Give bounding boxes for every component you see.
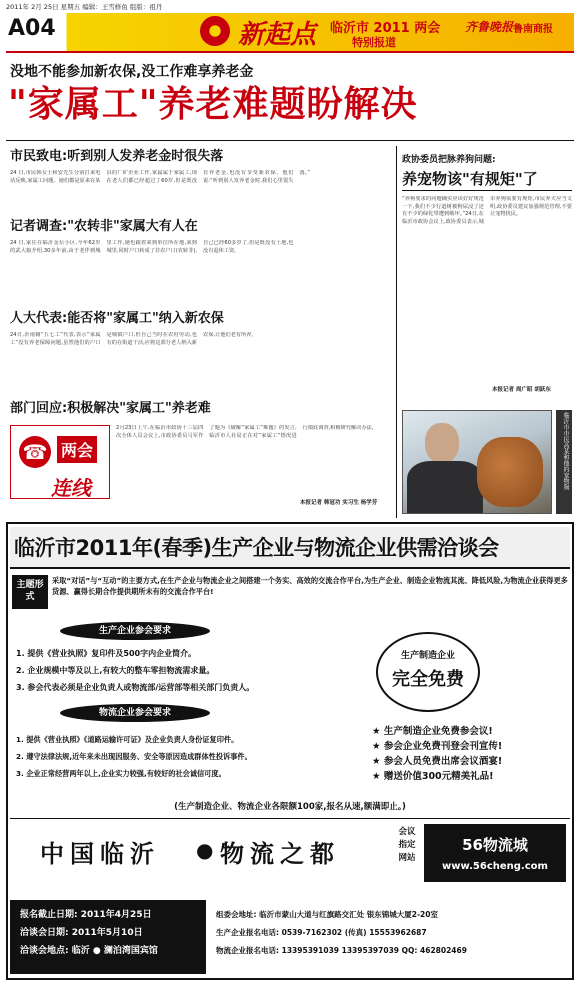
- sidebar-body: “养狗要求的问题确实应该好好规范一下,我们不少行道树被狗尿浸了还有不少的绿化带遭到破坏。”24日,在临沂市政协会议上,政协委员表示,城市养狗需要有规矩,市民养犬应当文明,政协委员建议加强规范管理,不要让宠物扰民。: [402, 196, 572, 225]
- info-row: 洽谈会日期: 2011年5月10日: [20, 928, 143, 938]
- photo-man-with-dog: [402, 410, 552, 514]
- emblem-icon: [200, 16, 230, 46]
- lianghui-badge: 两会: [57, 436, 97, 463]
- log-req-item: 1. 提供《营业执照》《道路运输许可证》及企业负责人身份证复印件。: [16, 735, 239, 744]
- lianxian-badge: 连线: [51, 476, 91, 500]
- star-icon: ★: [372, 771, 384, 782]
- ad-theme-label: 主题形式: [12, 575, 48, 609]
- section-title-2: 记者调查:"农转非"家属大有人在: [10, 219, 198, 234]
- log-req-header: 物流企业参会要求: [60, 704, 210, 722]
- slogan-dot-icon: ●: [196, 838, 214, 862]
- prod-req-header: 生产企业参会要求: [60, 622, 210, 640]
- section-title-4: 部门回应:积极解决"家属工"养老难: [10, 401, 211, 416]
- contact-row: 组委会地址: 临沂市蒙山大道与红旗路交汇处 银东锦城大厦2-20室: [216, 910, 438, 919]
- log-req-item: 3. 企业正常经营两年以上,企业实力较强,有较好的社会诚信可度。: [16, 769, 226, 778]
- sidebar-rule: [402, 190, 572, 191]
- slogan-left: 中国临沂: [40, 839, 160, 868]
- phone-icon: ☎: [19, 436, 51, 468]
- star-icon: ★: [372, 756, 384, 767]
- site-logo-box[interactable]: [424, 824, 566, 882]
- slogan-rule: [10, 818, 570, 819]
- sponsor-name: 齐鲁晚报: [465, 20, 514, 34]
- star-icon: ★: [372, 726, 384, 737]
- free-badge-top: 生产制造企业: [400, 651, 455, 661]
- info-row: 报名截止日期: 2011年4月25日: [20, 910, 152, 920]
- sponsor-subname: 鲁南商报: [513, 24, 553, 35]
- slogan-right: 物流之都: [220, 839, 340, 868]
- banner-subtitle: 特别报道: [352, 36, 396, 49]
- page-number: A04: [8, 16, 56, 41]
- article-byline: 本报记者 韩冠功 实习生 杨学芳: [300, 500, 378, 506]
- log-req-item: 2. 遵守法律法规,近年来未出现因服务、安全等原因造成群体性投诉事件。: [16, 752, 252, 761]
- benefit-item: ★ 生产制造企业免费参会议!: [372, 726, 493, 737]
- photo-caption: 临沂市市民高某和他的宠物狗: [556, 410, 572, 514]
- ad-theme-text: 采取“对话”与“互动”的主要方式,在生产企业与物流企业之间搭建一个务实、高效的交流合作平台,为生产企业、制造企业物流其流、降低风险,为物流企业获得更多货源、赢得长期合作提供期所未有的交流合作平台!: [52, 576, 568, 596]
- article-kicker: 没地不能参加新农保,没工作难享养老金: [10, 64, 254, 80]
- column-divider: [396, 146, 397, 518]
- benefit-item: ★ 赠送价值300元精美礼品!: [372, 771, 494, 782]
- section-title: 新起点: [238, 20, 317, 50]
- man-figure: [425, 423, 459, 463]
- sidebar-headline: 养宠物该"有规矩"了: [402, 170, 538, 188]
- ad-title: 临沂市2011年(春季)生产企业与物流企业供需洽谈会: [14, 536, 499, 560]
- phone-badge: [10, 425, 110, 499]
- benefits-list: [372, 724, 568, 784]
- prod-req-item: 2. 企业规模中等及以上,有较大的整车零担物流需求量。: [16, 666, 215, 675]
- section-title-1: 市民致电:听到别人发养老金时很失落: [10, 149, 224, 164]
- prod-req-item: 1. 提供《营业执照》复印件及500字内企业简介。: [16, 649, 197, 658]
- contact-row: 物流企业报名电话: 13395391039 13395397039 QQ: 462802469: [216, 946, 467, 955]
- site-url[interactable]: www.56cheng.com: [442, 861, 548, 872]
- prod-req-list: [16, 648, 356, 693]
- free-badge: [376, 632, 480, 712]
- banner-title: 临沂市 2011 两会: [330, 21, 441, 36]
- limit-note: (生产制造企业、物流企业各限额100家,报名从速,额满即止。): [174, 802, 406, 812]
- site-name: 56物流城: [462, 836, 528, 854]
- host-label: 会议指定网站: [398, 827, 416, 863]
- info-row: 洽谈会地点: 临沂 ● 澜泊湾国宾馆: [20, 946, 158, 956]
- date-line: 2011年 2月 25日 星期五 编辑：王雪修鱼 组版：祖丹: [6, 3, 163, 11]
- section-title-3: 人大代表:能否将"家属工"纳入新农保: [10, 311, 224, 326]
- dog-figure: [477, 437, 543, 507]
- star-icon: ★: [372, 741, 384, 752]
- log-req-list: [16, 734, 356, 779]
- prod-req-item: 3. 参会代表必须是企业负责人或物流部/运营部等相关部门负责人。: [16, 683, 255, 692]
- benefit-item: ★ 参会人员免费出席会议酒宴!: [372, 756, 503, 767]
- section-body-4: 2月23日上午,在临沂市政协十三届四次全体人员会议上,市政协委员马军作了题为《破解“家属工”难题》的发言,临沂市人社局正在对“家属工”情况进行摸底调查,积极研究解决办法。: [116, 425, 377, 439]
- sidebar-byline: 本报记者 周广昭 胡跃东: [492, 387, 551, 393]
- section-body-1: 24 日,市民韩女士和安先生分别打来电话反映,家属工问题。她们都是原来在某县的厂矿企业工作,家属属于家属工,现在老人们都已经超过了60岁,但是既没有养老金,也没有享受新农保。他们说:“听到别人发养老金时,我们心里很失落。”: [10, 170, 310, 184]
- free-badge-main: 完全免费: [392, 669, 464, 690]
- article-headline: "家属工"养老难题盼解决: [8, 83, 418, 125]
- section-body-2: 24 日,家住在临沂金坛小区,今年62岁的武大娘介绍,30多年前,由于老伴到城里工作,她也跟着来到单位所在地,来到城里,同时户口转成了非农户口(农转非),自己已经60多岁了,但是既没有土地,也没有退休工资。: [10, 240, 294, 254]
- headline-rule: [6, 140, 574, 141]
- benefit-item: ★ 参会企业免费刊登会刊宣传!: [372, 741, 503, 752]
- sidebar-kicker: 政协委员把脉养狗问题:: [402, 155, 496, 165]
- man-body: [407, 461, 483, 514]
- contact-row: 生产企业报名电话: 0539-7162302 (传真) 15553962687: [216, 928, 427, 937]
- info-panel: [10, 900, 206, 974]
- section-body-3: 24日,沂南籍“五七工”代表,表示“家属工”没有养老保障问题,虽然他们的户口是城镇户口,但自己当时在农村劳动,也有的在街道干活,应将这部分老人纳入新农保,让他们老有所养。: [10, 332, 257, 346]
- contact-panel: [212, 900, 570, 974]
